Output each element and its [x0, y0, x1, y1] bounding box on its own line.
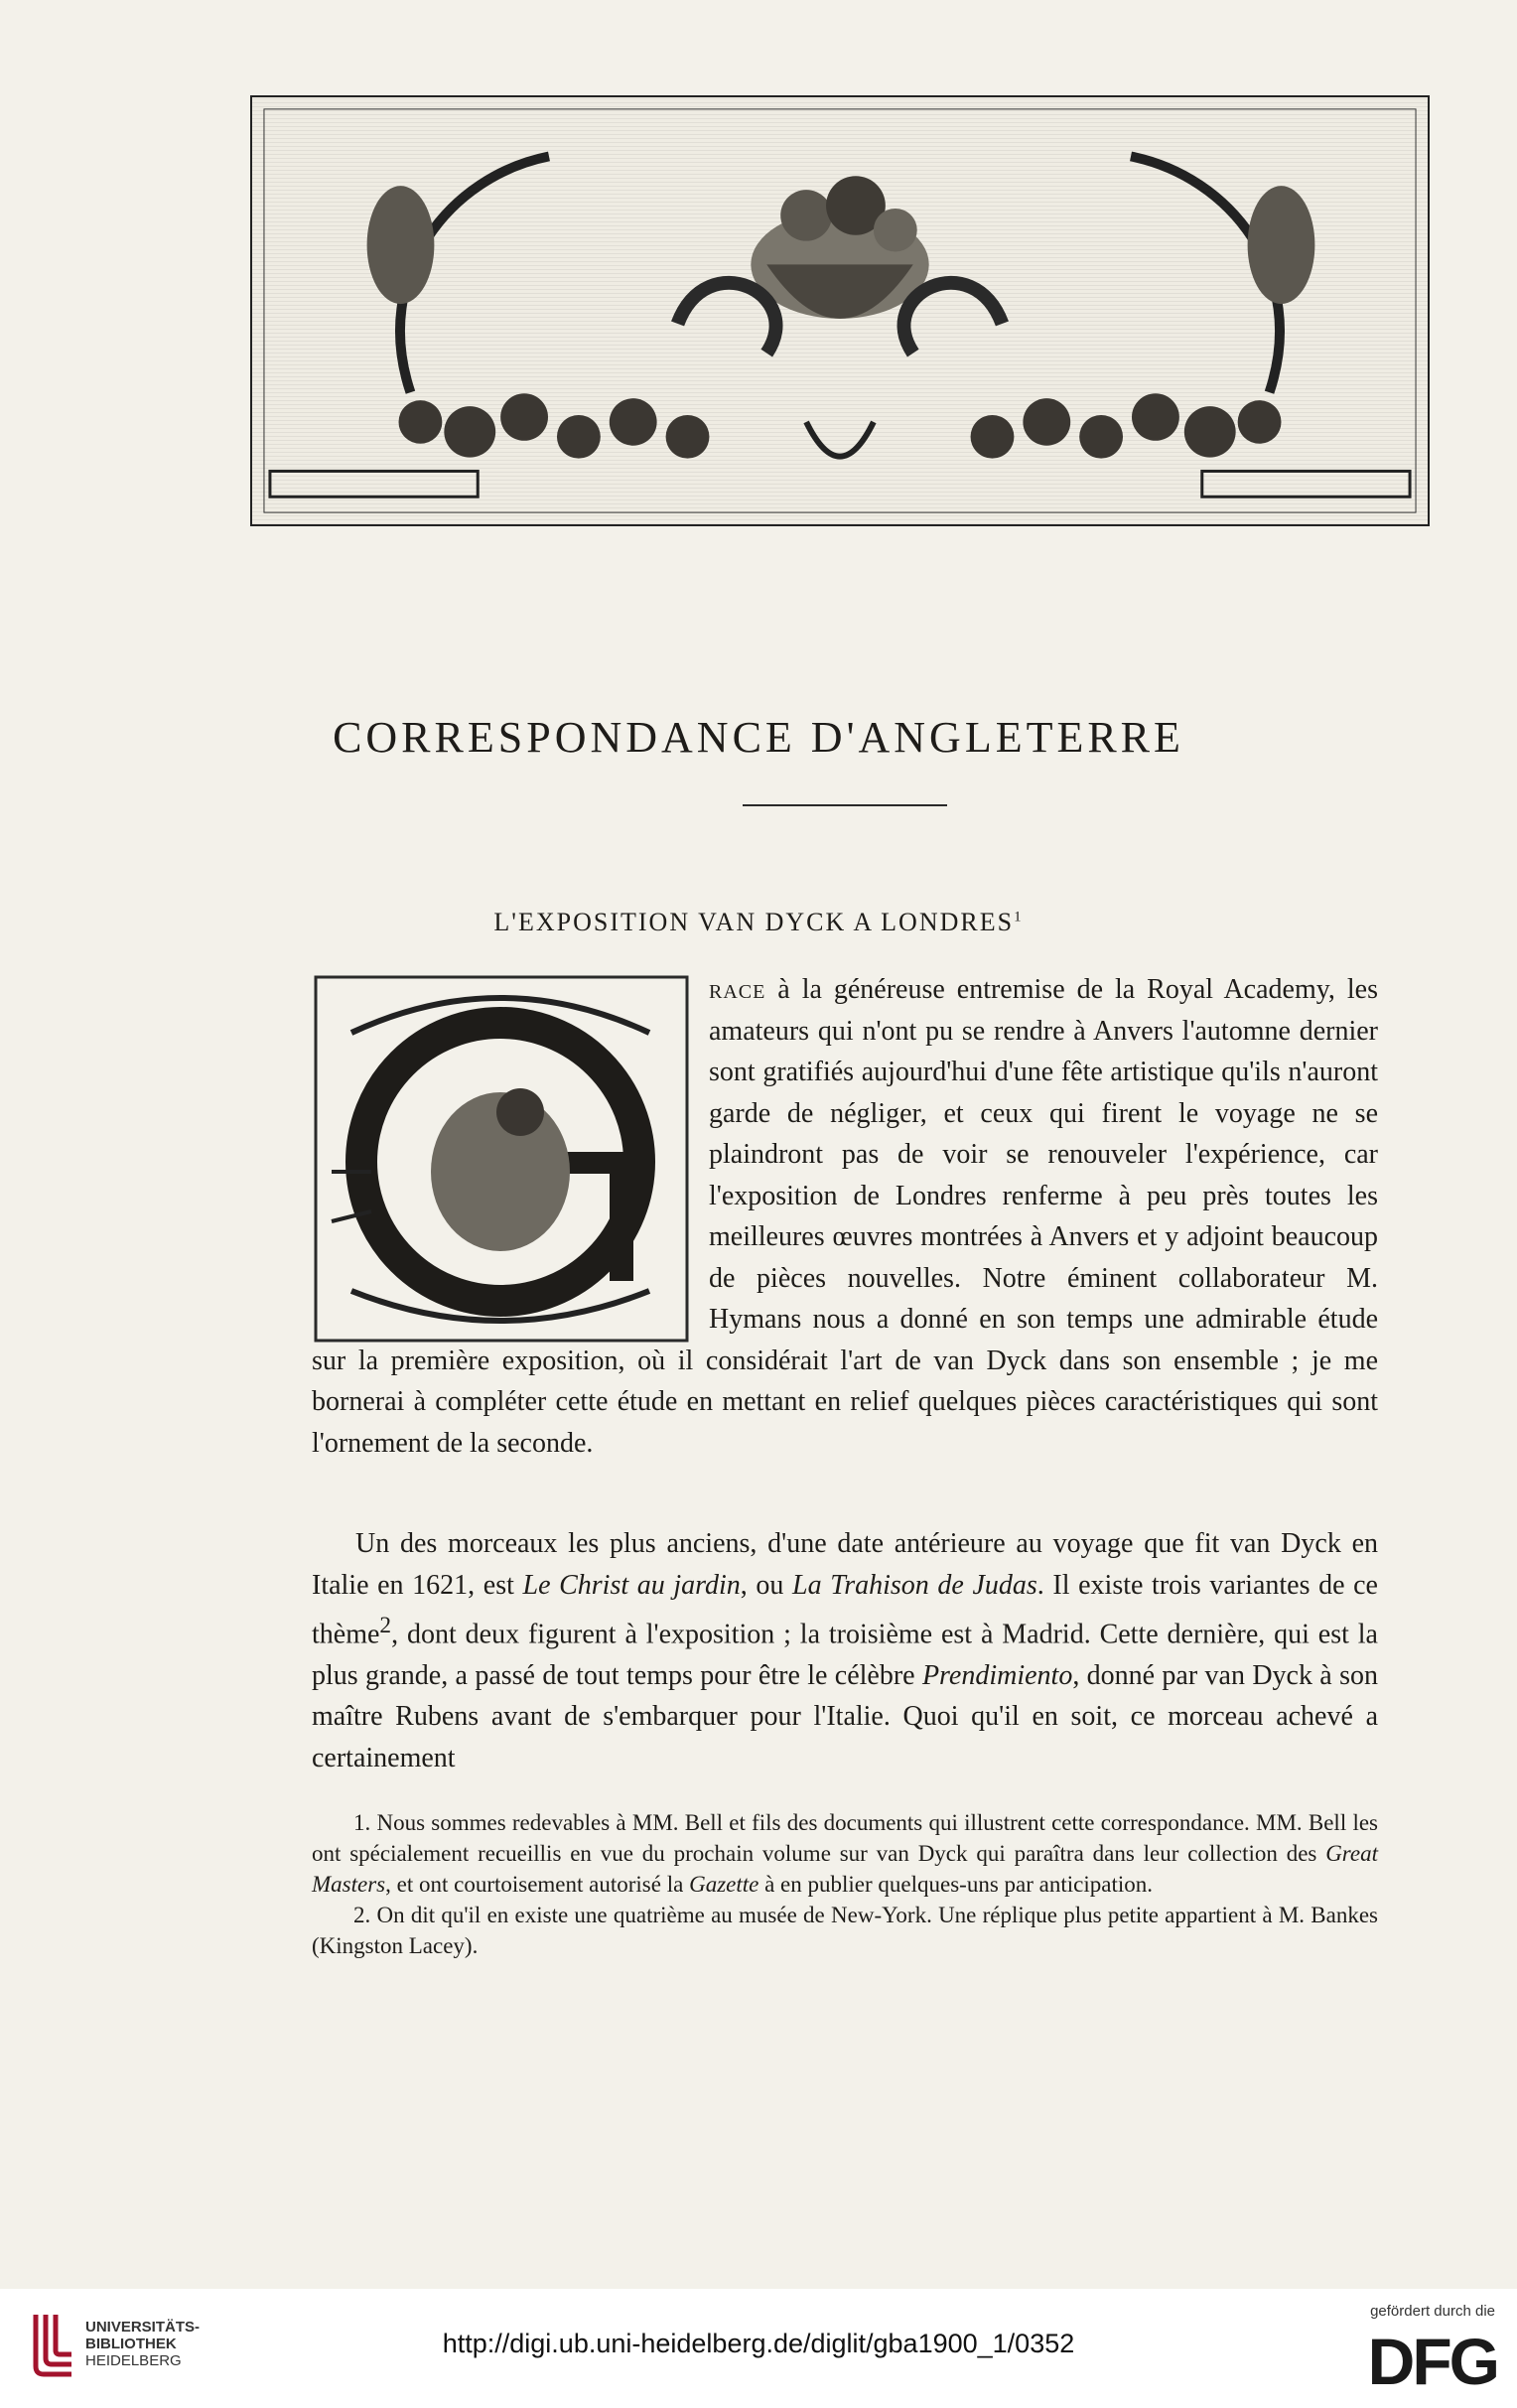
p2-title-prendimiento: Prendimiento	[921, 1659, 1073, 1691]
p2-title-trahison: La Trahison de Judas	[792, 1569, 1037, 1601]
paragraph-1	[312, 969, 1378, 1464]
fn1-segment-b: , et ont courtoisement autorisé la	[385, 1872, 690, 1897]
ornament-engraving-icon	[252, 97, 1428, 524]
paragraph-1-lead: race	[709, 974, 766, 1005]
funder-label: gefördert durch die	[1370, 2303, 1495, 2320]
fn1-segment-a: 1. Nous sommes redevables à MM. Bell et fils des documents qui illustrent cette correspondance. MM. Bell les ont spécialement recueillis en vue du prochain volume sur van Dyck qui paraîtra dans leur collection des	[312, 1810, 1378, 1866]
title-divider	[743, 804, 947, 806]
dropcap-spacer	[312, 969, 709, 1339]
library-line-1: UNIVERSITÄTS-	[85, 2319, 201, 2336]
footnote-1	[312, 1807, 1378, 1900]
paragraph-2	[312, 1523, 1378, 1778]
footnotes	[312, 1807, 1378, 1961]
fn1-gazette: Gazette	[689, 1872, 759, 1897]
fn1-segment-c: à en publier quelques-uns par anticipation.	[758, 1872, 1153, 1897]
p2-segment-b: , ou	[740, 1569, 793, 1601]
p2-segment-c: . Il existe trois variantes de ce thème	[312, 1569, 1378, 1650]
header-ornament-image	[250, 95, 1430, 526]
p2-title-le-christ: Le Christ au jardin	[522, 1569, 741, 1601]
subtitle-footnote-ref: 1	[1014, 909, 1024, 925]
dfg-logo[interactable]: DFG	[1367, 2325, 1497, 2398]
p2-segment-a: Un des morceaux les plus anciens, d'une date antérieure au voyage que fit van Dyck en Italie en 1621, est	[312, 1528, 1378, 1601]
article-title: CORRESPONDANCE D'ANGLETERRE	[333, 713, 1184, 763]
p2-segment-d: , dont deux figurent à l'exposition ; la troisième est à Madrid. Cette dernière, qui est la plus grande, a passé de tout temps pour être le célèbre	[312, 1619, 1378, 1691]
article-subtitle	[0, 908, 1517, 937]
p2-segment-e: , donné par van Dyck à son maître Rubens avant de s'embarquer pour l'Italie. Quoi qu'il en soit, ce morceau achevé a certainement	[312, 1659, 1378, 1773]
library-line-2: BIBLIOTHEK	[85, 2336, 177, 2352]
paragraph-1-body: à la généreuse entremise de la Royal Academy, les amateurs qui n'ont pu se rendre à Anvers l'automne dernier sont gratifiés aujourd'hui d'une fête artistique qu'ils n'auront garde de négliger, et ceux qui firent le voyage ne se plaindront pas de voir se renouveler l'expérience, car l'exposition de Londres renferme à peu près toutes les meilleures œuvres montrées à Anvers et y adjoint beaucoup de pièces nouvelles. Notre éminent collaborateur M. Hymans nous a donné en son temps une admirable étude sur la première exposition, où il considérait l'art de van Dyck dans son ensemble ; je me bornerai à compléter cette étude en mettant en relief quelques pièces caractéristiques qui sont l'ornement de la seconde.	[312, 974, 1378, 1459]
library-line-3: HEIDELBERG	[85, 2352, 182, 2369]
fn1-great-masters: Great Masters	[312, 1841, 1378, 1897]
subtitle-text: L'EXPOSITION VAN DYCK A LONDRES	[493, 908, 1015, 936]
footer-bar	[0, 2289, 1517, 2408]
source-url-link[interactable]: http://digi.ub.uni-heidelberg.de/diglit/gba1900_1/0352	[442, 2329, 1075, 2358]
footnote-2: 2. On dit qu'il en existe une quatrième au musée de New-York. Une réplique plus petite appartient à M. Bankes (Kingston Lacey).	[312, 1903, 1378, 1958]
p2-footnote-ref: 2	[379, 1613, 392, 1638]
